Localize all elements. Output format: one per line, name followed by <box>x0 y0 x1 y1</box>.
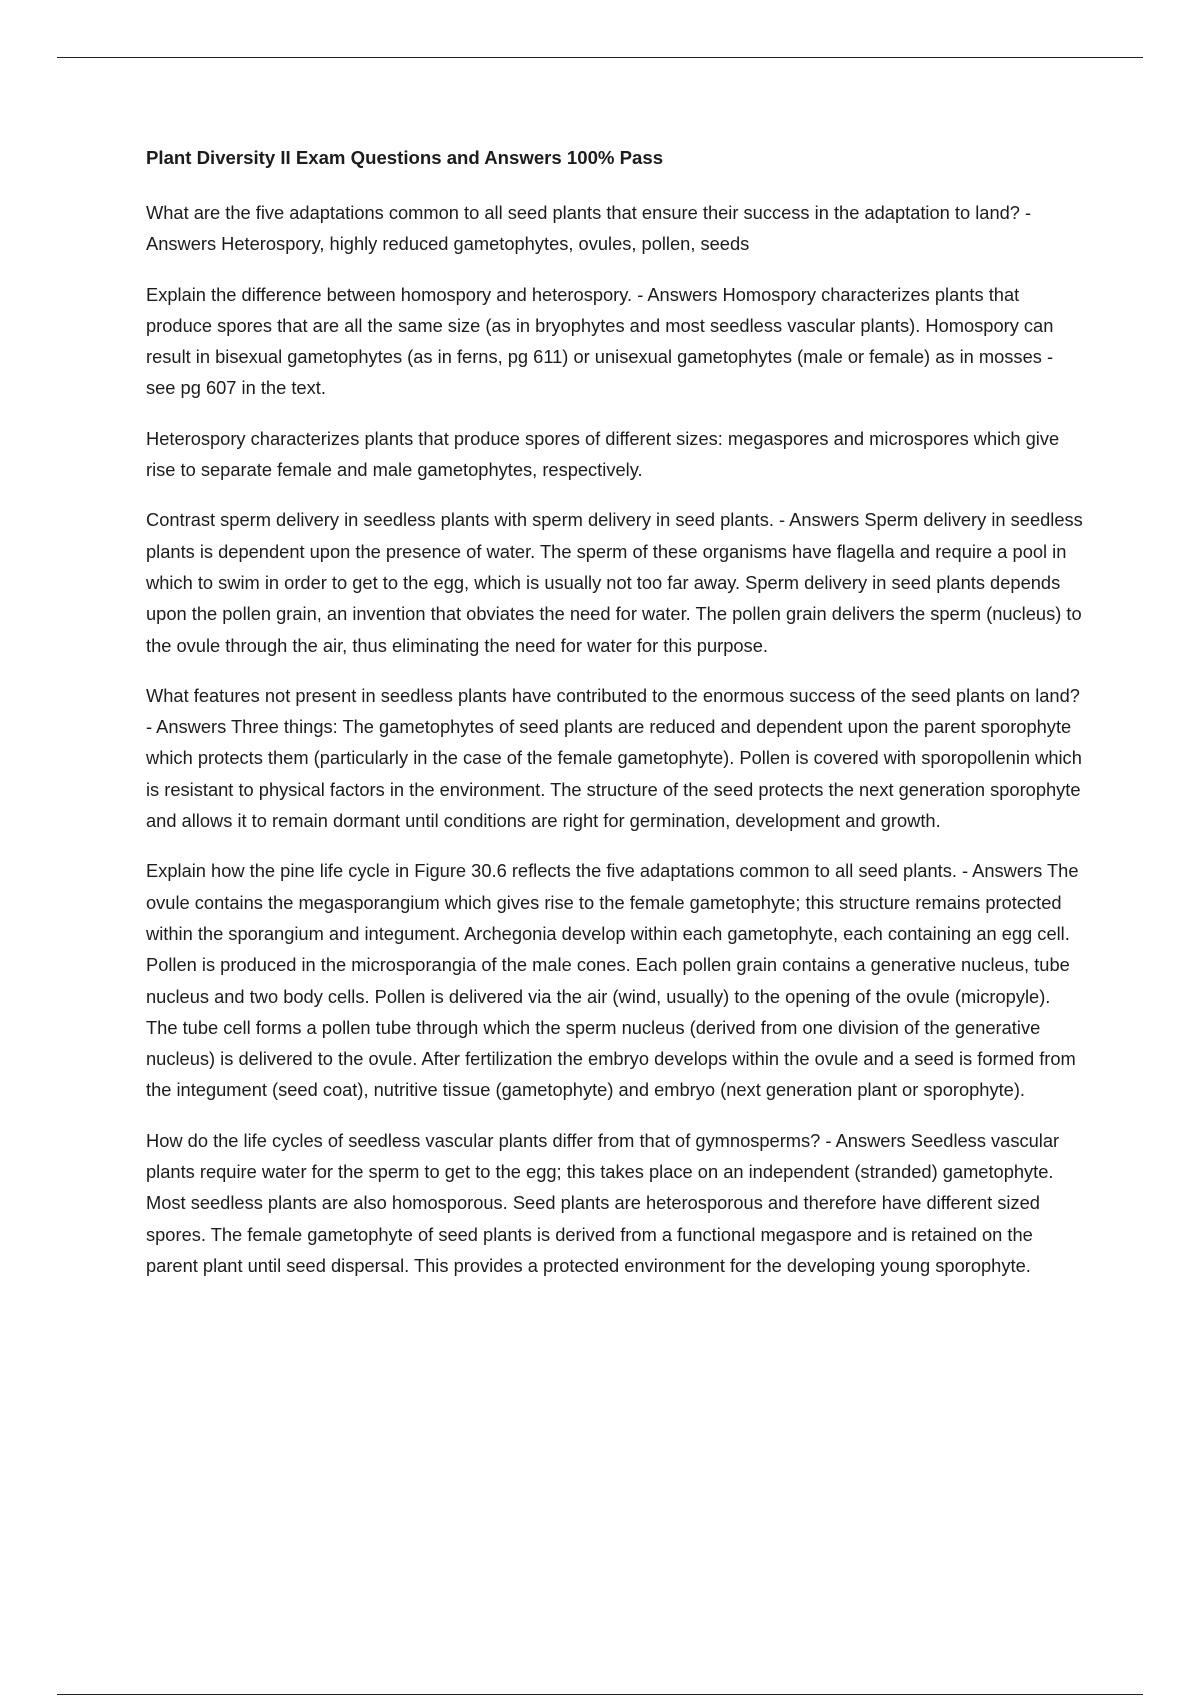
paragraph-five-adaptations: What are the five adaptations common to all seed plants that ensure their success in the adaptation to land? - Answers Heterospory, highly reduced gametophytes, ovules, pollen, seeds <box>146 202 1032 255</box>
top-rule <box>57 57 1143 58</box>
bottom-rule <box>57 1694 1143 1695</box>
document-body <box>146 143 1086 1300</box>
paragraph-homospory-heterospory: Explain the difference between homospory and heterospory. - Answers Homospory characterizes plants that produce spores that are all the same size (as in bryophytes and most seedless vascular plants). Homospory can result in bisexual gametophytes (as in ferns, pg 611) or unisexual gametophytes (male or female) as in mosses - see pg 607 in the text. <box>146 283 1054 399</box>
paragraph-seed-plant-success: What features not present in seedless plants have contributed to the enormous success of the seed plants on land? - Answers Three things: The gametophytes of seed plants are reduced and dependent upon the parent sporophyte which protects them (particularly in the case of the female gametophyte). Pollen is covered with sporopollenin which is resistant to physical factors in the environment. The structure of the seed protects the next generation sporophyte and allows it to remain dormant until conditions are right for germination, development and growth. <box>146 684 1082 832</box>
paragraph-life-cycle-differences: How do the life cycles of seedless vascular plants differ from that of gymnosperms? - Answers Seedless vascular plants require water for the sperm to get to the egg; this takes place on an independent (stranded) gametophyte. Most seedless plants are also homosporous. Seed plants are heterosporous and therefore have different sized spores. The female gametophyte of seed plants is derived from a functional megaspore and is retained on the parent plant until seed dispersal. This provides a protected environment for the developing young sporophyte. <box>146 1129 1060 1276</box>
paragraph-heterospory-definition: Heterospory characterizes plants that produce spores of different sizes: megaspores and microspores which give rise to separate female and male gametophytes, respectively. <box>146 427 1060 481</box>
paragraph-sperm-delivery: Contrast sperm delivery in seedless plants with sperm delivery in seed plants. - Answers Sperm delivery in seedless plants is dependent upon the presence of water. The sperm of these organisms have flagella and require a pool in which to swim in order to get to the egg, which is usually not too far away. Sperm delivery in seed plants depends upon the pollen grain, an invention that obviates the need for water. The pollen grain delivers the sperm (nucleus) to the ovule through the air, thus eliminating the need for water for this purpose. <box>146 509 1083 656</box>
paragraph-pine-life-cycle: Explain how the pine life cycle in Figure 30.6 reflects the five adaptations common to all seed plants. - Answers The ovule contains the megasporangium which gives rise to the female gametophyte; this structure remains protected within the sporangium and integument. Archegonia develop within each gametophyte, each containing an egg cell. Pollen is produced in the microsporangia of the male cones. Each pollen grain contains a generative nucleus, tube nucleus and two body cells. Pollen is delivered via the air (wind, usually) to the opening of the ovule (micropyle). The tube cell forms a pollen tube through which the sperm nucleus (derived from one division of the generative nucleus) is delivered to the ovule. After fertilization the embryo develops within the ovule and a seed is formed from the integument (seed coat), nutritive tissue (gametophyte) and embryo (next generation plant or sporophyte). <box>146 860 1079 1101</box>
document-title: Plant Diversity II Exam Questions and Answers 100% Pass <box>146 147 664 168</box>
